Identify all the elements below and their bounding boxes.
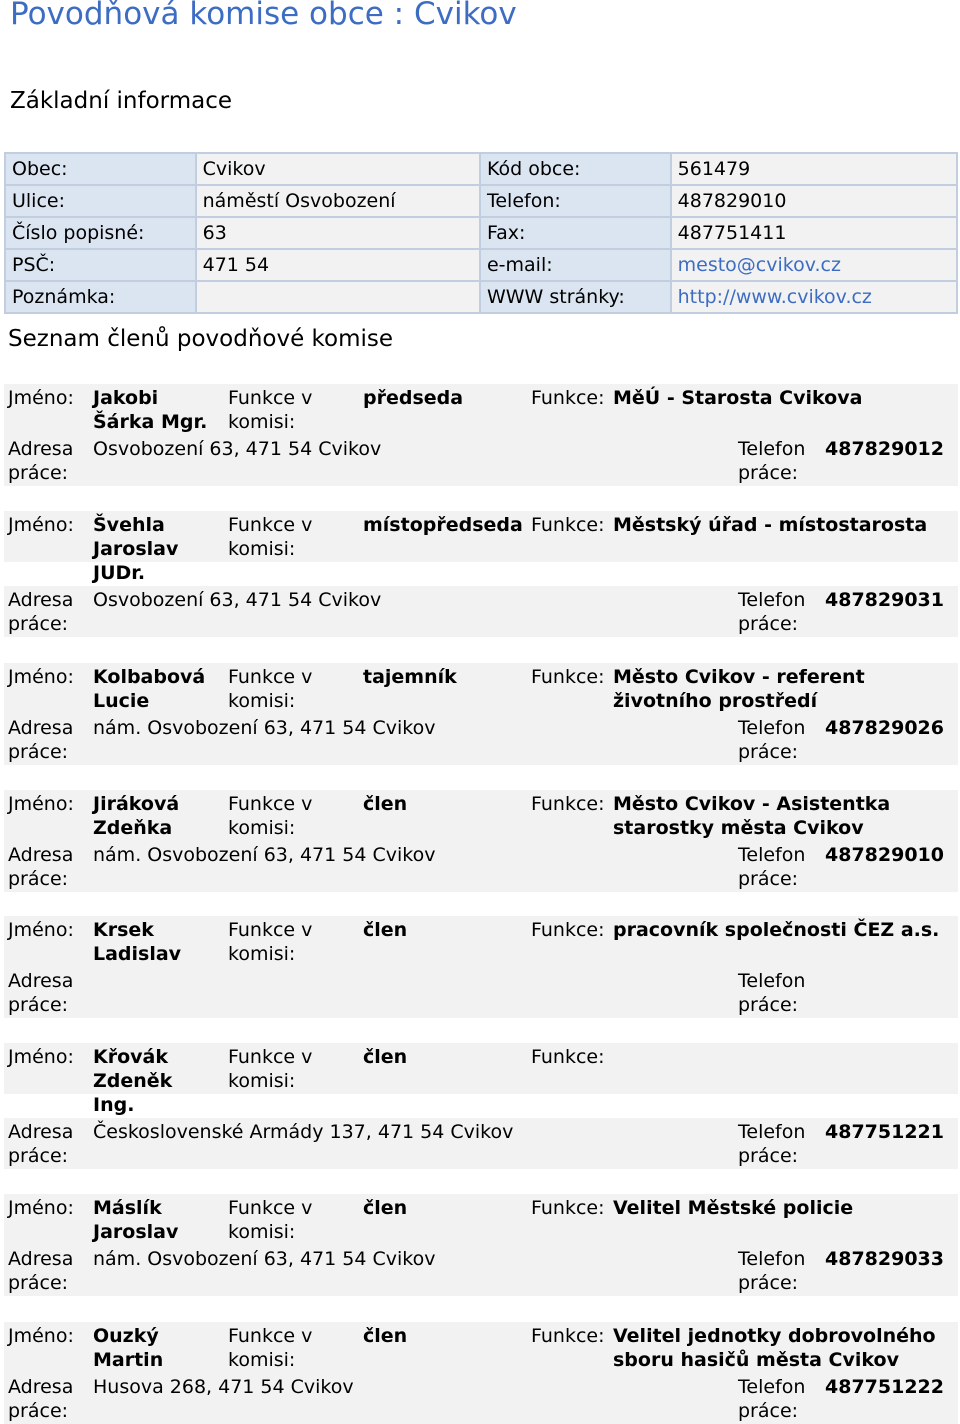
commission-role: člen [363, 1325, 408, 1347]
funkce-label: Funkce: [531, 387, 605, 409]
member-name: JUDr. [93, 562, 146, 584]
adresa-label: Adresa [8, 844, 74, 866]
jmeno-label: Jméno: [8, 919, 74, 941]
member-function: MěÚ - Starosta Cvikova [613, 387, 863, 409]
funkce-v-komisi-label: Funkce v [228, 919, 313, 941]
info-row [5, 153, 957, 185]
jmeno-label: Jméno: [8, 793, 74, 815]
prace-label: práce: [8, 1272, 69, 1294]
member-function: starostky města Cvikov [613, 817, 864, 839]
prace-label: práce: [8, 462, 69, 484]
member-address: nám. Osvobození 63, 471 54 Cvikov [93, 1248, 436, 1270]
telefon-prace-label: práce: [738, 868, 799, 890]
email-label: e-mail: [480, 249, 671, 281]
funkce-v-komisi-label-2: komisi: [228, 817, 296, 839]
telefon-prace-label: práce: [738, 613, 799, 635]
member-function: Město Cvikov - Asistentka [613, 793, 891, 815]
member-address: Osvobození 63, 471 54 Cvikov [93, 589, 382, 611]
kod-obce-value: 561479 [671, 153, 957, 185]
member-address: Československé Armády 137, 471 54 Cvikov [93, 1121, 514, 1143]
member-name: Jiráková [93, 793, 180, 815]
jmeno-label: Jméno: [8, 1325, 74, 1347]
section-heading-basic-info: Základní informace [10, 88, 233, 114]
funkce-v-komisi-label: Funkce v [228, 666, 313, 688]
funkce-label: Funkce: [531, 666, 605, 688]
member-name: Ouzký [93, 1325, 159, 1347]
telefon-prace-label: práce: [738, 1400, 799, 1422]
prace-label: práce: [8, 1145, 69, 1167]
telefon-label: Telefon [738, 1376, 806, 1398]
member-name: Šárka Mgr. [93, 411, 208, 433]
telefon-value: 487829010 [671, 185, 957, 217]
funkce-label: Funkce: [531, 514, 605, 536]
member-function: životního prostředí [613, 690, 818, 712]
commission-role: člen [363, 1046, 408, 1068]
member-name: Jakobi [93, 387, 159, 409]
commission-role: tajemník [363, 666, 457, 688]
telefon-prace-label: práce: [738, 1272, 799, 1294]
funkce-label: Funkce: [531, 1197, 605, 1219]
fax-value: 487751411 [671, 217, 957, 249]
member-phone: 487751221 [825, 1121, 944, 1143]
www-link[interactable]: http://www.cvikov.cz [677, 286, 872, 308]
fax-label: Fax: [480, 217, 671, 249]
funkce-v-komisi-label-2: komisi: [228, 1070, 296, 1092]
info-row [5, 249, 957, 281]
member-name: Zdeněk [93, 1070, 173, 1092]
telefon-label: Telefon [738, 1121, 806, 1143]
member-function: pracovník společnosti ČEZ a.s. [613, 919, 940, 941]
member-address-row [4, 967, 958, 1018]
kod-obce-label: Kód obce: [480, 153, 671, 185]
commission-role: člen [363, 919, 408, 941]
member-name: Jaroslav [93, 538, 179, 560]
member-function: Město Cvikov - referent [613, 666, 865, 688]
telefon-label: Telefon [738, 844, 806, 866]
section-heading-members: Seznam členů povodňové komise [8, 326, 394, 352]
member-name: Švehla [93, 514, 165, 536]
funkce-v-komisi-label: Funkce v [228, 793, 313, 815]
member-function: Velitel Městské policie [613, 1197, 854, 1219]
jmeno-label: Jméno: [8, 1197, 74, 1219]
prace-label: práce: [8, 1400, 69, 1422]
telefon-prace-label: práce: [738, 1145, 799, 1167]
poznamka-value [196, 281, 480, 313]
obec-value: Cvikov [196, 153, 480, 185]
adresa-label: Adresa [8, 438, 74, 460]
telefon-label: Telefon: [480, 185, 671, 217]
cislo-popisne-label: Číslo popisné: [5, 217, 196, 249]
funkce-label: Funkce: [531, 919, 605, 941]
telefon-label: Telefon [738, 717, 806, 739]
member-function: sboru hasičů města Cvikov [613, 1349, 899, 1371]
member-address: nám. Osvobození 63, 471 54 Cvikov [93, 844, 436, 866]
member-phone: 487829026 [825, 717, 944, 739]
member-name: Ladislav [93, 943, 182, 965]
funkce-v-komisi-label-2: komisi: [228, 538, 296, 560]
adresa-label: Adresa [8, 1376, 74, 1398]
jmeno-label: Jméno: [8, 1046, 74, 1068]
member-phone: 487829010 [825, 844, 944, 866]
commission-role: předseda [363, 387, 464, 409]
obec-label: Obec: [5, 153, 196, 185]
funkce-v-komisi-label-2: komisi: [228, 1221, 296, 1243]
commission-role: místopředseda [363, 514, 523, 536]
member-phone: 487751222 [825, 1376, 944, 1398]
funkce-v-komisi-label-2: komisi: [228, 690, 296, 712]
telefon-label: Telefon [738, 438, 806, 460]
funkce-label: Funkce: [531, 1046, 605, 1068]
telefon-prace-label: práce: [738, 462, 799, 484]
jmeno-label: Jméno: [8, 666, 74, 688]
adresa-label: Adresa [8, 717, 74, 739]
jmeno-label: Jméno: [8, 387, 74, 409]
member-name: Jaroslav [93, 1221, 179, 1243]
adresa-label: Adresa [8, 1248, 74, 1270]
member-name: Kolbabová [93, 666, 206, 688]
telefon-label: Telefon [738, 589, 806, 611]
member-name: Martin [93, 1349, 164, 1371]
member-name: Máslík [93, 1197, 162, 1219]
member-function: Městský úřad - místostarosta [613, 514, 928, 536]
member-name: Zdeňka [93, 817, 173, 839]
funkce-v-komisi-label-2: komisi: [228, 1349, 296, 1371]
adresa-label: Adresa [8, 970, 74, 992]
psc-value: 471 54 [196, 249, 480, 281]
member-phone: 487829033 [825, 1248, 944, 1270]
telefon-prace-label: práce: [738, 741, 799, 763]
member-phone: 487829012 [825, 438, 944, 460]
funkce-v-komisi-label: Funkce v [228, 1197, 313, 1219]
psc-label: PSČ: [5, 249, 196, 281]
telefon-label: Telefon [738, 1248, 806, 1270]
adresa-label: Adresa [8, 1121, 74, 1143]
funkce-label: Funkce: [531, 1325, 605, 1347]
ulice-value: náměstí Osvobození [196, 185, 480, 217]
prace-label: práce: [8, 868, 69, 890]
prace-label: práce: [8, 994, 69, 1016]
funkce-v-komisi-label-2: komisi: [228, 943, 296, 965]
funkce-v-komisi-label: Funkce v [228, 514, 313, 536]
funkce-v-komisi-label-2: komisi: [228, 411, 296, 433]
page-title: Povodňová komise obce : Cvikov [10, 0, 517, 32]
member-phone: 487829031 [825, 589, 944, 611]
ulice-label: Ulice: [5, 185, 196, 217]
member-name: Ing. [93, 1094, 135, 1116]
jmeno-label: Jméno: [8, 514, 74, 536]
member-name: Krsek [93, 919, 154, 941]
member-address: Osvobození 63, 471 54 Cvikov [93, 438, 382, 460]
email-link[interactable]: mesto@cvikov.cz [677, 254, 841, 276]
funkce-v-komisi-label: Funkce v [228, 1325, 313, 1347]
www-label: WWW stránky: [480, 281, 671, 313]
funkce-v-komisi-label: Funkce v [228, 387, 313, 409]
funkce-v-komisi-label: Funkce v [228, 1046, 313, 1068]
member-name: Křovák [93, 1046, 168, 1068]
member-name: Lucie [93, 690, 150, 712]
info-row [5, 217, 957, 249]
adresa-label: Adresa [8, 589, 74, 611]
poznamka-label: Poznámka: [5, 281, 196, 313]
member-function: Velitel jednotky dobrovolného [613, 1325, 936, 1347]
prace-label: práce: [8, 613, 69, 635]
member-address: nám. Osvobození 63, 471 54 Cvikov [93, 717, 436, 739]
commission-role: člen [363, 793, 408, 815]
cislo-popisne-value: 63 [196, 217, 480, 249]
telefon-label: Telefon [738, 970, 806, 992]
telefon-prace-label: práce: [738, 994, 799, 1016]
info-row [5, 281, 957, 313]
prace-label: práce: [8, 741, 69, 763]
funkce-label: Funkce: [531, 793, 605, 815]
info-row [5, 185, 957, 217]
basic-info-table [4, 152, 958, 314]
commission-role: člen [363, 1197, 408, 1219]
member-address: Husova 268, 471 54 Cvikov [93, 1376, 354, 1398]
